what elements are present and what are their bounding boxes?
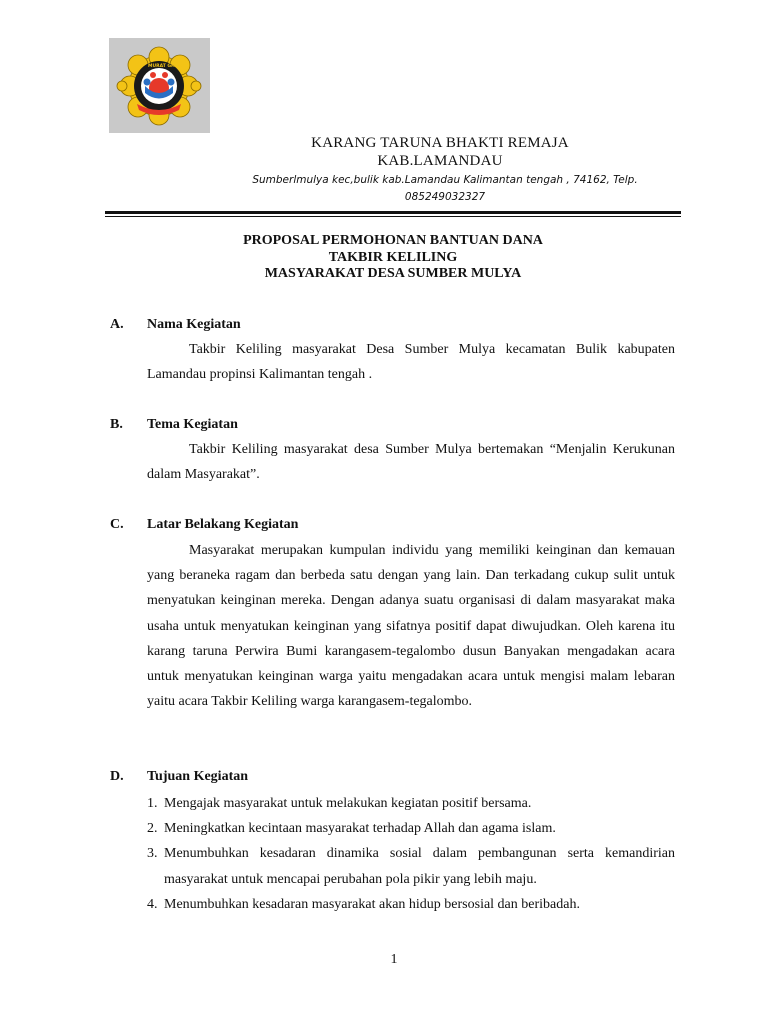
section-d-heading: Tujuan Kegiatan xyxy=(147,769,249,784)
list-item xyxy=(147,791,675,816)
list-item xyxy=(147,841,675,891)
list-item-number: 2. xyxy=(147,821,158,837)
title-line-3: MASYARAKAT DESA SUMBER MULYA xyxy=(264,266,522,281)
title-line-1: PROPOSAL PERMOHONAN BANTUAN DANA xyxy=(243,233,543,248)
list-item-text: Meningkatkan kecintaan masyarakat terhadap Allah dan agama islam. xyxy=(164,821,556,837)
list-item-text: Menumbuhkan kesadaran masyarakat akan hidup bersosial dan beribadah. xyxy=(164,896,580,912)
header-divider-thin xyxy=(105,216,681,217)
list-item-text: Mengajak masyarakat untuk melakukan kegiatan positif bersama. xyxy=(164,796,532,811)
section-c-paragraph: Masyarakat merupakan kumpulan individu yang memiliki keinginan dan kemauan yang beraneka ragam dan berbeda satu dengan yang lain. Dan terkadang cukup sulit untuk menyatukan keinginan mereka. Dengan adanya suatu organisasi di dalam masyarakat maka usaha untuk menyatukan keinginan yang sifatnya positif dapat diwujudkan. Oleh karena itu karang taruna Perwira Bumi karangasem-tegalombo dusun Banyakan mengadakan acara untuk menyatukan keinginan warga yaitu mengadakan acara untuk mengisi malam lebaran yaitu acara Takbir Keliling warga karangasem-tegalombo. xyxy=(147,543,675,710)
list-item xyxy=(147,892,675,917)
section-c-heading: Latar Belakang Kegiatan xyxy=(147,517,299,532)
karang-taruna-emblem-icon xyxy=(109,38,210,133)
address-line: Sumberlmulya kec,bulik kab.Lamandau Kalimantan tengah , 74162, Telp. xyxy=(252,174,638,186)
organization-logo xyxy=(109,38,210,133)
organization-name: KARANG TARUNA BHAKTI REMAJA xyxy=(311,135,569,151)
section-b-paragraph: Takbir Keliling masyarakat desa Sumber Mulya bertemakan “Menjalin Kerukunan dalam Masyarakat”. xyxy=(147,442,675,483)
section-a-letter: A. xyxy=(110,317,124,332)
list-item-number: 1. xyxy=(147,796,158,811)
header-divider-thick xyxy=(105,211,681,214)
section-a-paragraph: Takbir Keliling masyarakat Desa Sumber Mulya kecamatan Bulik kabupaten Lamandau propinsi Kalimantan tengah . xyxy=(147,342,675,383)
list-item-number: 3. xyxy=(147,846,158,862)
section-a-heading: Nama Kegiatan xyxy=(147,317,241,332)
list-item-text: Menumbuhkan kesadaran dinamika sosial dalam pembangunan serta kemandirian masyarakat untuk mencapai perubahan pola pikir yang lebih maju. xyxy=(164,846,675,887)
organization-address xyxy=(220,172,670,206)
section-b-letter: B. xyxy=(110,417,123,432)
title-line-2: TAKBIR KELILING xyxy=(328,249,458,265)
organization-region: KAB.LAMANDAU xyxy=(377,153,503,169)
section-c-letter: C. xyxy=(110,517,124,532)
svg-text:MURAT GHARA: MURAT GHARA xyxy=(148,64,186,69)
list-item xyxy=(147,816,675,841)
section-b-heading: Tema Kegiatan xyxy=(147,417,238,432)
phone-line: 085249032327 xyxy=(404,191,486,203)
section-d-letter: D. xyxy=(110,769,124,784)
document-title xyxy=(105,233,681,283)
objectives-list xyxy=(147,791,675,917)
list-item-number: 4. xyxy=(147,896,158,912)
page-number: 1 xyxy=(390,952,398,967)
